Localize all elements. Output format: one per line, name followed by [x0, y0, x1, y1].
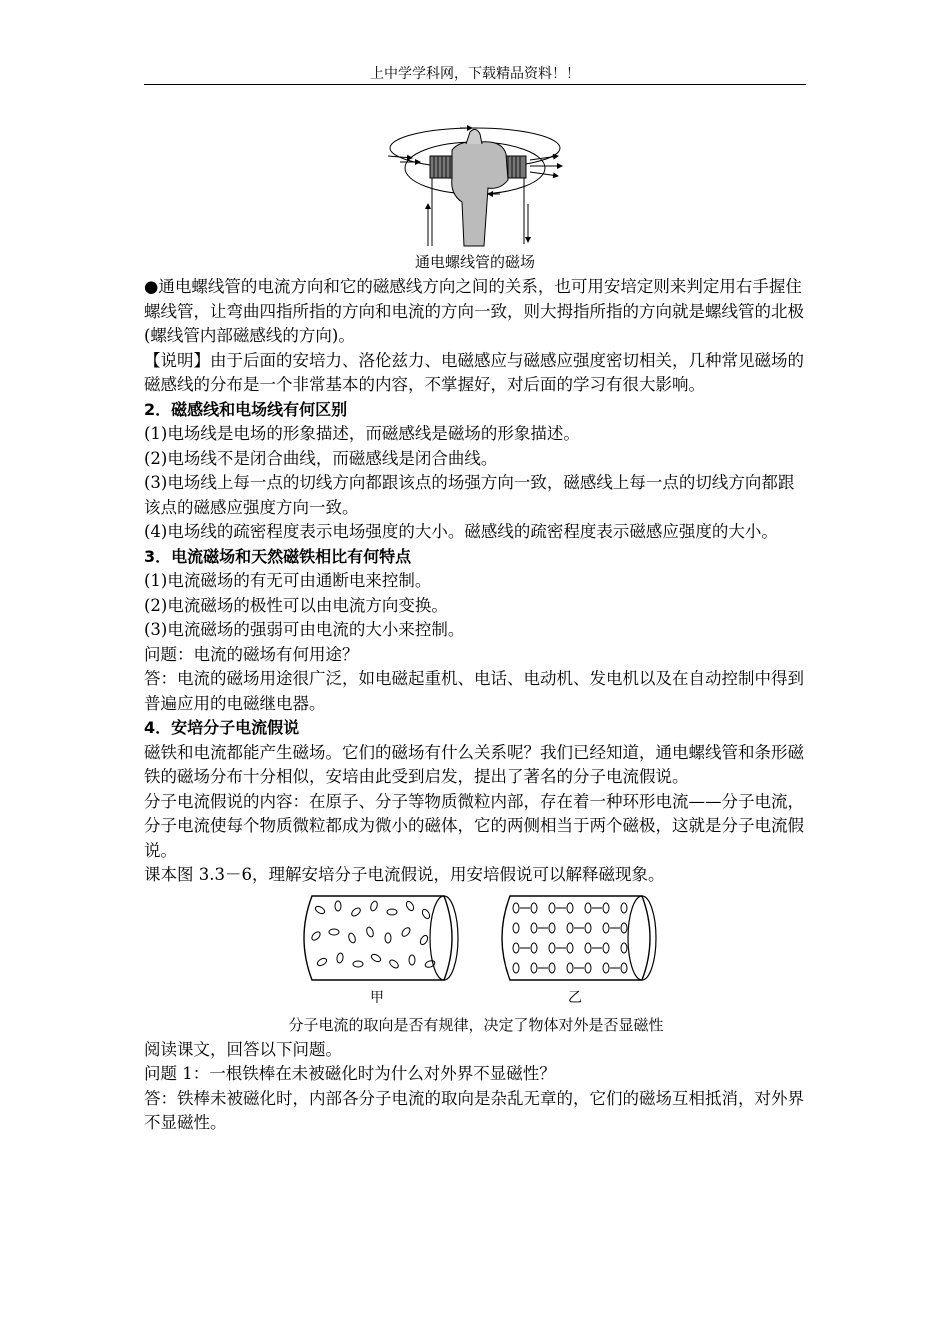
closing-question: 问题 1：一根铁棒在未被磁化时为什么对外界不显磁性？ [144, 1064, 556, 1083]
section2-item: (1)电场线是电场的形象描述，而磁感线是磁场的形象描述。 [144, 424, 580, 443]
document-body [144, 275, 808, 1136]
figure2-label-b: 乙 [568, 989, 582, 1006]
section3-heading: 3．电流磁场和天然磁铁相比有何特点 [144, 546, 412, 566]
solenoid-hand-figure [380, 118, 570, 250]
section4-heading: 4．安培分子电流假说 [144, 718, 300, 737]
section4-item: 磁铁和电流都能产生磁场。它们的磁场有什么关系呢？我们已经知道，通电螺线管和条形磁铁的磁场分布十分相似，安培由此受到启发，提出了著名的分子电流假说。 [144, 742, 804, 786]
section3-item: (1)电流磁场的有无可由通断电来控制。 [144, 571, 432, 590]
aligned-currents-cylinder [492, 892, 660, 984]
section2-item: (3)电场线上每一点的切线方向都跟该点的场强方向一致，磁感线上每一点的切线方向都跟该点的磁感应强度方向一致。 [144, 473, 795, 517]
molecular-current-figures [144, 892, 808, 984]
section2-heading: 2．磁感线和电场线有何区别 [144, 399, 348, 419]
figure1-caption: 通电螺线管的磁场 [414, 253, 535, 271]
section4-item: 分子电流假说的内容：在原子、分子等物质微粒内部，存在着一种环形电流——分子电流，分子电流使每个物质微粒都成为微小的磁体，它的两侧相当于两个磁极，这就是分子电流假说。 [144, 791, 804, 860]
paragraph-note: 【说明】由于后面的安培力、洛伦兹力、电磁感应与磁感应强度密切相关，几种常见磁场的磁感线的分布是一个非常基本的内容，不掌握好，对后面的学习有很大影响。 [144, 350, 804, 394]
section3-item: (3)电流磁场的强弱可由电流的大小来控制。 [144, 620, 465, 639]
paragraph-ampere-rule: ●通电螺线管的电流方向和它的磁感线方向之间的关系，也可用安培定则来判定用右手握住螺线管，让弯曲四指所指的方向和电流的方向一致，则大拇指所指的方向就是螺线管的北极(螺线管内部磁感线的方向)。 [144, 277, 804, 345]
figure2-caption: 分子电流的取向是否有规律，决定了物体对外是否显磁性 [288, 1015, 664, 1034]
figure2-labels [144, 986, 808, 1012]
section3-item: (2)电流磁场的极性可以由电流方向变换。 [144, 595, 448, 615]
random-currents-cylinder [294, 892, 462, 984]
section2-item: (2)电场线不是闭合曲线，而磁感线是闭合曲线。 [144, 448, 498, 468]
section2-item: (4)电场线的疏密程度表示电场强度的大小。磁感线的疏密程度表示磁感应强度的大小。 [144, 522, 778, 541]
closing-answer: 答：铁棒未被磁化时，内部各分子电流的取向是杂乱无章的，它们的磁场互相抵消，对外界不显磁性。 [144, 1088, 804, 1132]
closing-line: 阅读课文，回答以下问题。 [144, 1039, 342, 1059]
page-header: 上中学学科网，下载精品资料！！ [370, 66, 580, 82]
header-rule [144, 84, 806, 85]
section3-answer: 答：电流的磁场用途很广泛，如电磁起重机、电话、电动机、发电机以及在自动控制中得到普遍应用的电磁继电器。 [144, 669, 804, 713]
section4-item: 课本图 3.3－6，理解安培分子电流假说，用安培假说可以解释磁现象。 [144, 865, 665, 884]
figure2-label-a: 甲 [370, 989, 384, 1006]
section3-question: 问题：电流的磁场有何用途？ [144, 644, 359, 664]
